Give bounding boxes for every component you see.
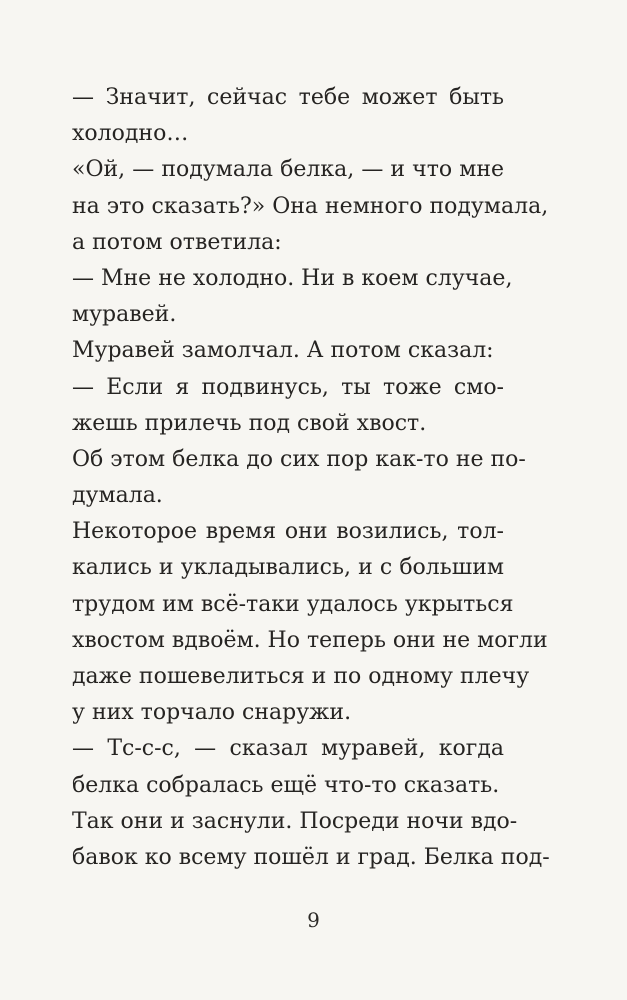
text-line: кались и укладывались, и с большим bbox=[72, 555, 504, 581]
text-line: думала. bbox=[72, 483, 163, 509]
text-line: хвостом вдвоём. Но теперь они не могли bbox=[72, 627, 548, 653]
text-line: белка собралась ещё что-то сказать. bbox=[72, 772, 500, 798]
page-number: 9 bbox=[307, 908, 320, 932]
text-line: у них торчало снаружи. bbox=[72, 700, 352, 726]
text-line: а потом ответила: bbox=[72, 229, 282, 255]
text-line: Об этом белка до сих пор как-то не по- bbox=[72, 446, 526, 472]
text-line: — Если я подвинусь, ты тоже смо- bbox=[72, 374, 504, 400]
text-line: — Тс-с-с, — сказал муравей, когда bbox=[72, 736, 504, 762]
text-line: Муравей замолчал. А потом сказал: bbox=[72, 338, 494, 364]
text-line: даже пошевелиться и по одному плечу bbox=[72, 664, 530, 689]
text-line: бавок ко всему пошёл и град. Белка под- bbox=[72, 844, 550, 870]
text-line: — Значит, сейчас тебе может быть bbox=[72, 85, 504, 110]
body-text bbox=[72, 80, 550, 876]
text-line: трудом им всё-таки удалось укрыться bbox=[72, 591, 514, 617]
text-line: муравей. bbox=[72, 302, 177, 328]
text-line: — Мне не холодно. Ни в коем случае, bbox=[72, 265, 513, 291]
text-line: холодно… bbox=[72, 121, 189, 147]
text-line: жешь прилечь под свой хвост. bbox=[72, 410, 427, 436]
text-line: Так они и заснули. Посреди ночи вдо- bbox=[72, 808, 518, 834]
text-line: «Ой, — подумала белка, — и что мне bbox=[72, 157, 504, 183]
text-line: Некоторое время они возились, тол- bbox=[72, 519, 504, 545]
text-line: на это сказать?» Она немного подумала, bbox=[72, 193, 549, 219]
